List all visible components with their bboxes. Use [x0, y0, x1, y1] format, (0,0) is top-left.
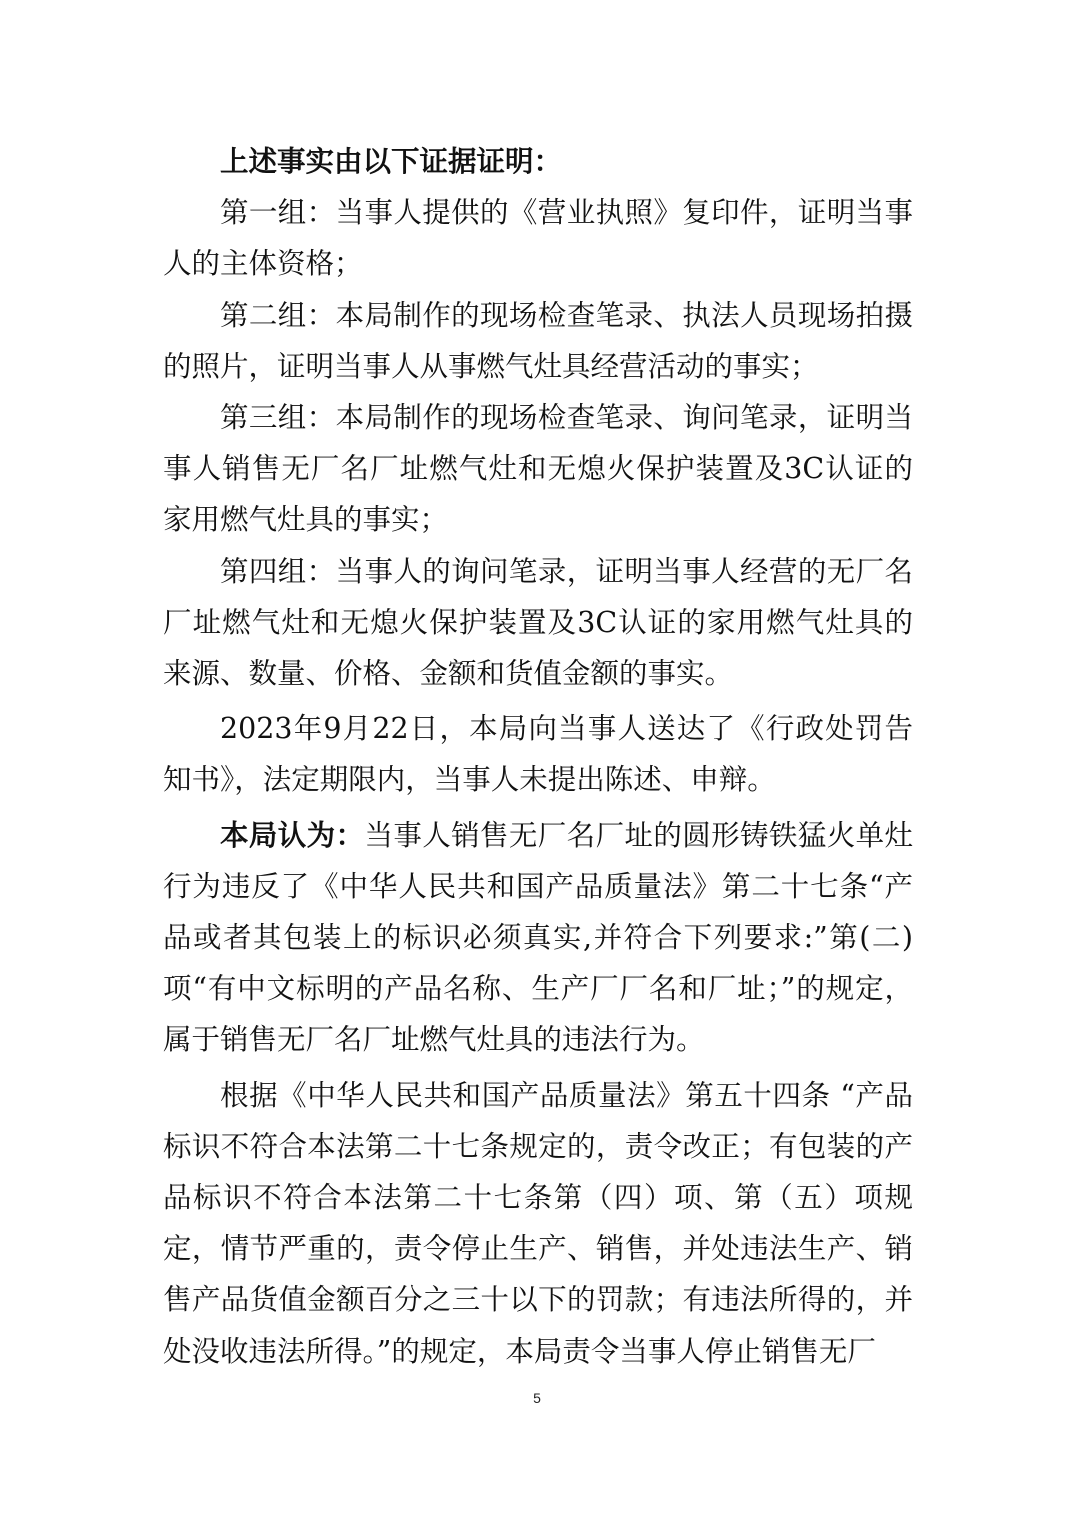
page-number: 5 [533, 1390, 541, 1406]
evidence-group-1: 第一组：当事人提供的《营业执照》复印件，证明当事人的主体资格； [163, 196, 913, 281]
evidence-group-4: 第四组：当事人的询问笔录，证明当事人经营的无厂名厂址燃气灶和无熄火保护装置及3C认证的家用燃气灶具的来源、数量、价格、金额和货值金额的事实。 [163, 554, 913, 691]
evidence-group-3: 第三组：本局制作的现场检查笔录、询问笔录，证明当事人销售无厂名厂址燃气灶和无熄火保护装置及3C认证的家用燃气灶具的事实； [163, 401, 913, 537]
evidence-heading: 上述事实由以下证据证明： [220, 144, 563, 178]
evidence-group-2: 第二组：本局制作的现场检查笔录、执法人员现场拍摄的照片，证明当事人从事燃气灶具经营活动的事实； [163, 298, 913, 383]
bureau-opinion-paragraph [163, 810, 913, 1066]
bureau-opinion-text: 当事人销售无厂名厂址的圆形铸铁猛火单灶行为违反了《中华人民共和国产品质量法》第二十七条“产品或者其包装上的标识必须真实,并符合下列要求:”第(二)项“有中文标明的产品名称、生产厂厂名和厂址；”的规定，属于销售无厂名厂址燃气灶具的违法行为。 [163, 818, 913, 1057]
notice-paragraph: 2023年9月22日，本局向当事人送达了《行政处罚告知书》，法定期限内，当事人未提出陈述、申辩。 [163, 712, 913, 797]
bureau-opinion-lead: 本局认为： [220, 817, 365, 852]
legal-basis-paragraph: 根据《中华人民共和国产品质量法》第五十四条 “产品标识不符合本法第二十七条规定的，责令改正；有包装的产品标识不符合本法第二十七条第（四）项、第（五）项规定，情节严重的，责令停止生产、销售，并处违法生产、销售产品货值金额百分之三十以下的罚款；有违法所得的，并处没收违法所得。”的规定，本局责令当事人停止销售无厂 [163, 1078, 913, 1368]
document-body [163, 136, 913, 1377]
